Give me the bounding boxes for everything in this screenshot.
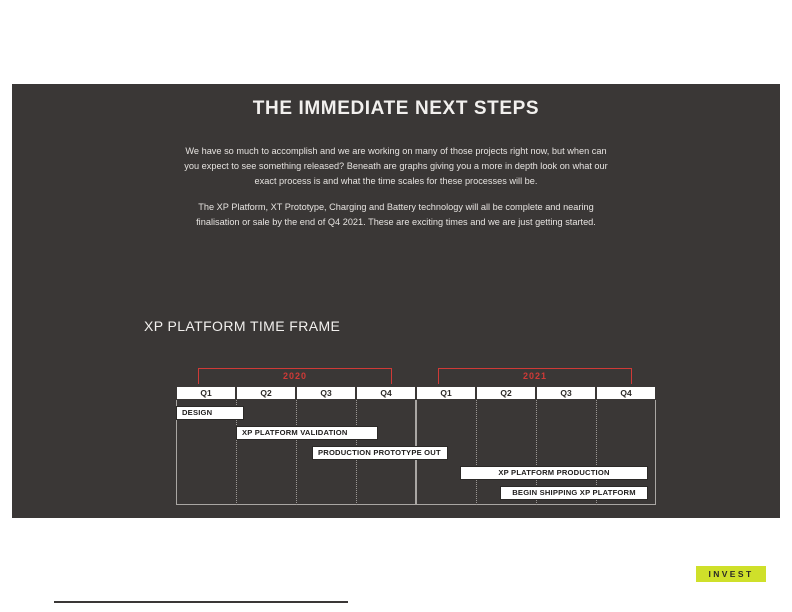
quarter-cell-2021-q2: Q2 xyxy=(476,386,536,400)
quarter-cell-2020-q4: Q4 xyxy=(356,386,416,400)
invest-button[interactable]: INVEST xyxy=(696,566,766,582)
quarter-cell-2020-q3: Q3 xyxy=(296,386,356,400)
grid-line xyxy=(476,400,477,505)
quarter-cell-2021-q3: Q3 xyxy=(536,386,596,400)
timeline-bar-xp-platform-production: XP PLATFORM PRODUCTION xyxy=(460,466,648,480)
grid-line xyxy=(296,400,297,505)
intro-paragraph-2: The XP Platform, XT Prototype, Charging and Battery technology will all be complete and nearing finalisation or sale by the end of Q4 2021. These are exciting times and we are just getting started. xyxy=(196,202,596,227)
timeline-bar-design: DESIGN xyxy=(176,406,244,420)
timeline-bar-production-prototype-out: PRODUCTION PROTOTYPE OUT xyxy=(312,446,448,460)
section-title: XP PLATFORM TIME FRAME xyxy=(144,318,341,334)
page-title: THE IMMEDIATE NEXT STEPS xyxy=(252,98,540,119)
year-label: 2021 xyxy=(522,371,548,381)
quarter-cell-2020-q1: Q1 xyxy=(176,386,236,400)
quarter-header-row xyxy=(160,386,652,400)
year-bracket-2021 xyxy=(438,368,632,384)
timeline-chart xyxy=(160,368,652,508)
bottom-divider xyxy=(54,601,348,603)
quarter-cell-2021-q4: Q4 xyxy=(596,386,656,400)
timeline-bar-xp-platform-validation: XP PLATFORM VALIDATION xyxy=(236,426,378,440)
year-bracket-2020 xyxy=(198,368,392,384)
quarter-cell-2020-q2: Q2 xyxy=(236,386,296,400)
year-label: 2020 xyxy=(282,371,308,381)
slide-canvas xyxy=(12,84,780,579)
quarter-cell-2021-q1: Q1 xyxy=(416,386,476,400)
bottom-divider-secondary xyxy=(334,601,348,603)
timeline-bar-begin-shipping-xp-platform: BEGIN SHIPPING XP PLATFORM xyxy=(500,486,648,500)
intro-paragraph-1: We have so much to accomplish and we are working on many of those projects right now, but when can you expect to see something released? Beneath are graphs giving you a more in depth look on what our exact process is and what the time scales for these processes will be. xyxy=(184,146,608,186)
